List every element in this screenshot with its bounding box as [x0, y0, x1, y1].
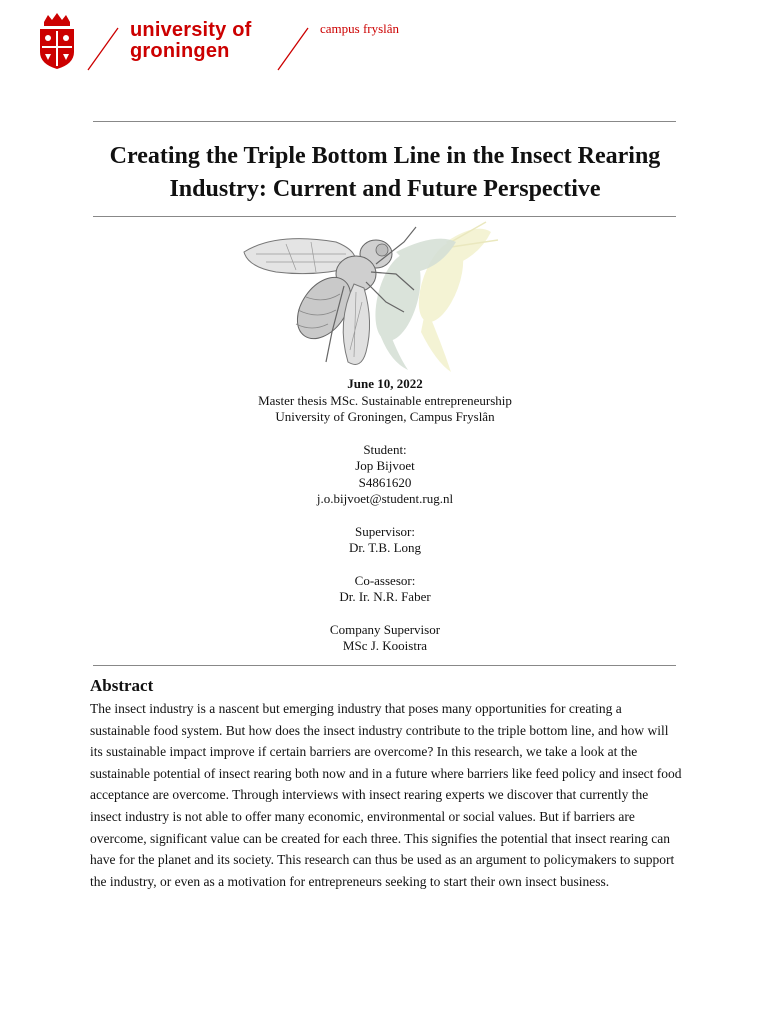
campus-divider-slash [276, 26, 310, 72]
supervisor-label: Supervisor: [355, 523, 415, 539]
university-wordmark [130, 20, 252, 62]
thesis-details [170, 376, 600, 655]
fly-illustration [236, 212, 526, 378]
thesis-title [70, 140, 700, 206]
abstract-heading: Abstract [90, 676, 154, 695]
thesis-title-line2: Industry: Current and Future Perspective [169, 176, 601, 202]
student-name: Jop Bijvoet [355, 458, 415, 473]
university-wordmark-line1: university of [130, 19, 252, 41]
thesis-title-line1: Creating the Triple Bottom Line in the Insect Rearing [109, 143, 661, 169]
coassessor-name: Dr. Ir. N.R. Faber [339, 589, 431, 604]
abstract-text: The insect industry is a nascent but emerging industry that poses many opportunities for creating a sustainable food system. But how does the insect industry contribute to the triple bottom line, and how will its sustainable impact improve if certain barriers are overcome? In this research, we take a look at the sustainable potential of insect rearing both now and in a future where barriers like feed policy and insect food acceptance are overcome. Through interviews with insect rearing experts we discover that currently the insect industry is not able to offer many economic, environmental or social values. But if barriers are overcome, significant value can be created for each three. This signifies the potential that insect rearing can have for the planet and its society. This research can thus be used as an argument to policymakers to support the industry, or even as a motivation for entrepreneurs seeking to start their own insect business. [90, 701, 682, 889]
abstract-top-rule [93, 665, 676, 666]
spacer [170, 508, 600, 524]
campus-wordmark: campus fryslân [320, 21, 400, 36]
supervisor-name: Dr. T.B. Long [348, 540, 422, 555]
student-number: S4861620 [358, 474, 412, 490]
company-supervisor-label: Company Supervisor [329, 621, 441, 637]
company-supervisor-name: MSc J. Kooistra [342, 638, 428, 653]
logo-divider-slash [86, 26, 120, 72]
spacer [170, 557, 600, 573]
title-top-rule [93, 121, 676, 122]
coassessor-label: Co-assesor: [354, 572, 416, 588]
spacer [170, 426, 600, 442]
thesis-institution: University of Groningen, Campus Fryslân [275, 409, 495, 424]
university-wordmark-line2: groningen [130, 40, 230, 62]
thesis-type: Master thesis MSc. Sustainable entrepreneurship [258, 392, 512, 408]
spacer [170, 606, 600, 622]
university-crest-logo [38, 12, 76, 70]
student-label: Student: [363, 441, 407, 457]
thesis-date: June 10, 2022 [347, 376, 423, 391]
student-email: j.o.bijvoet@student.rug.nl [316, 491, 454, 506]
